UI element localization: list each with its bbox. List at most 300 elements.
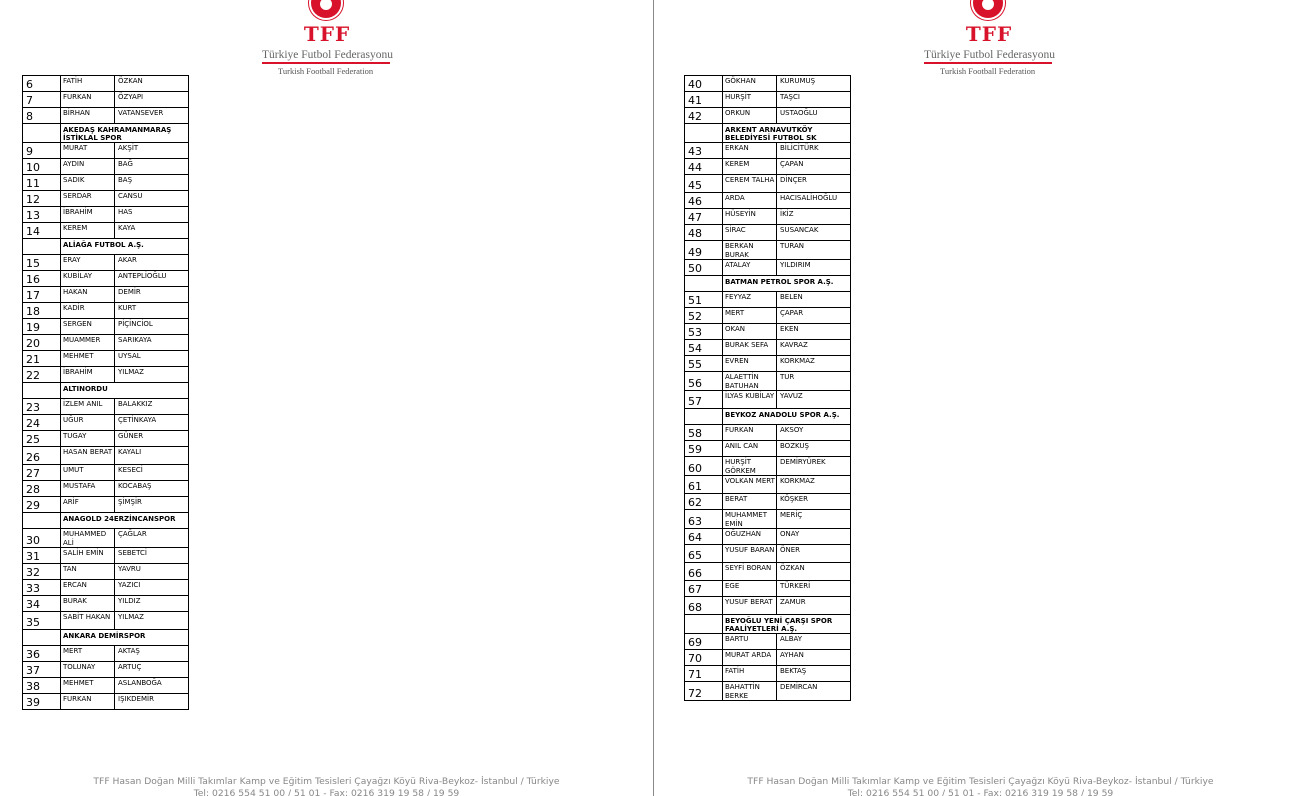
player-number: 59 [685, 441, 723, 457]
player-row [685, 494, 851, 510]
player-number: 34 [23, 596, 61, 612]
last-name: ARTUÇ [115, 662, 189, 678]
player-number: 50 [685, 260, 723, 276]
player-number: 35 [23, 612, 61, 630]
player-number: 67 [685, 581, 723, 597]
first-name: ARDA [723, 193, 777, 209]
player-number: 61 [685, 476, 723, 494]
player-row [685, 356, 851, 372]
last-name: HACISALİHOĞLU [777, 193, 851, 209]
first-name: MEHMET [61, 678, 115, 694]
player-row [685, 76, 851, 92]
player-number: 46 [685, 193, 723, 209]
last-name: İKİZ [777, 209, 851, 225]
first-name: SERDAR [61, 191, 115, 207]
first-name: SEYFİ BORAN [723, 563, 777, 581]
first-name: UĞUR [61, 415, 115, 431]
player-row [23, 175, 189, 191]
player-number: 13 [23, 207, 61, 223]
row-number-cell [23, 513, 61, 529]
player-number: 15 [23, 255, 61, 271]
player-row [23, 662, 189, 678]
last-name: IŞIKDEMİR [115, 694, 189, 710]
last-name: EKEN [777, 324, 851, 340]
player-number: 8 [23, 108, 61, 124]
last-name: BALAKKIZ [115, 399, 189, 415]
player-number: 58 [685, 425, 723, 441]
first-name: MUHAMMED ALİ [61, 529, 115, 548]
first-name: İBRAHİM [61, 367, 115, 383]
last-name: TÜRKERİ [777, 581, 851, 597]
club-header-row [685, 124, 851, 143]
first-name: FURKAN [723, 425, 777, 441]
player-row [23, 529, 189, 548]
player-number: 17 [23, 287, 61, 303]
first-name: UMUT [61, 465, 115, 481]
first-name: BERAT [723, 494, 777, 510]
tff-emblem-icon [973, 0, 1003, 18]
first-name: BURAK [61, 596, 115, 612]
player-row [685, 241, 851, 260]
player-number: 28 [23, 481, 61, 497]
last-name: ÖZKAN [777, 563, 851, 581]
first-name: SALİH EMİN [61, 548, 115, 564]
last-name: DİNÇER [777, 175, 851, 193]
last-name: DEMİRCAN [777, 682, 851, 701]
club-header-row [685, 276, 851, 292]
first-name: YUSUF BERAT [723, 597, 777, 615]
first-name: MERT [61, 646, 115, 662]
last-name: DEMİR [115, 287, 189, 303]
last-name: USTAOĞLU [777, 108, 851, 124]
last-name: ÇAĞLAR [115, 529, 189, 548]
player-row [23, 694, 189, 710]
last-name: SUSANCAK [777, 225, 851, 241]
player-number: 18 [23, 303, 61, 319]
first-name: AYDIN [61, 159, 115, 175]
last-name: KORKMAZ [777, 476, 851, 494]
player-row [685, 324, 851, 340]
footer-contact: Tel: 0216 554 51 00 / 51 01 - Fax: 0216 319 19 58 / 19 59 [847, 788, 1114, 796]
player-number: 24 [23, 415, 61, 431]
first-name: HURŞİT [723, 92, 777, 108]
player-row [685, 441, 851, 457]
player-row [23, 646, 189, 662]
last-name: ŞİMŞİR [115, 497, 189, 513]
player-number: 32 [23, 564, 61, 580]
first-name: SABİT HAKAN [61, 612, 115, 630]
first-name: YUSUF BARAN [723, 545, 777, 563]
player-number: 63 [685, 510, 723, 529]
first-name: HASAN BERAT [61, 447, 115, 465]
first-name: İBRAHİM [61, 207, 115, 223]
player-row [23, 108, 189, 124]
player-number: 21 [23, 351, 61, 367]
last-name: BOZKUŞ [777, 441, 851, 457]
player-row [685, 340, 851, 356]
last-name: ÖZKAN [115, 76, 189, 92]
first-name: ANIL CAN [723, 441, 777, 457]
player-number: 68 [685, 597, 723, 615]
player-number: 54 [685, 340, 723, 356]
last-name: ÇAPAR [777, 308, 851, 324]
last-name: MERİÇ [777, 510, 851, 529]
club-header-row [23, 124, 189, 143]
player-row [685, 650, 851, 666]
last-name: UYSAL [115, 351, 189, 367]
footer-contact: Tel: 0216 554 51 00 / 51 01 - Fax: 0216 319 19 58 / 19 59 [193, 788, 460, 796]
last-name: YAVUZ [777, 391, 851, 409]
row-number-cell [685, 615, 723, 634]
roster-table-right [684, 75, 851, 701]
player-row [685, 292, 851, 308]
last-name: ZAMUR [777, 597, 851, 615]
row-number-cell [685, 124, 723, 143]
last-name: YAZICI [115, 580, 189, 596]
last-name: ÇETİNKAYA [115, 415, 189, 431]
player-row [23, 143, 189, 159]
player-number: 7 [23, 92, 61, 108]
last-name: ANTEPLİOĞLU [115, 271, 189, 287]
last-name: BAĞ [115, 159, 189, 175]
player-row [23, 596, 189, 612]
first-name: MEHMET [61, 351, 115, 367]
first-name: TUGAY [61, 431, 115, 447]
first-name: BİRHAN [61, 108, 115, 124]
first-name: SİRAC [723, 225, 777, 241]
player-row [685, 476, 851, 494]
row-number-cell [23, 383, 61, 399]
last-name: AKSOY [777, 425, 851, 441]
player-row [685, 510, 851, 529]
player-row [685, 159, 851, 175]
last-name: SARIKAYA [115, 335, 189, 351]
roster-table-left [22, 75, 189, 710]
player-row [23, 465, 189, 481]
first-name: CEREM TALHA [723, 175, 777, 193]
last-name: AYHAN [777, 650, 851, 666]
player-number: 27 [23, 465, 61, 481]
row-number-cell [23, 124, 61, 143]
last-name: BELEN [777, 292, 851, 308]
player-number: 65 [685, 545, 723, 563]
player-number: 53 [685, 324, 723, 340]
last-name: CANSU [115, 191, 189, 207]
first-name: ATALAY [723, 260, 777, 276]
player-row [685, 143, 851, 159]
first-name: FEYYAZ [723, 292, 777, 308]
player-row [685, 193, 851, 209]
logo-text: TFF [965, 22, 1013, 46]
first-name: MUHAMMET EMİN [723, 510, 777, 529]
first-name: ERCAN [61, 580, 115, 596]
player-number: 71 [685, 666, 723, 682]
player-row [685, 175, 851, 193]
last-name: ÖZYAPI [115, 92, 189, 108]
last-name: KORKMAZ [777, 356, 851, 372]
row-number-cell [685, 409, 723, 425]
player-number: 39 [23, 694, 61, 710]
first-name: BURAK SEFA [723, 340, 777, 356]
last-name: KAYA [115, 223, 189, 239]
first-name: FATİH [61, 76, 115, 92]
player-row [685, 581, 851, 597]
federation-subtitle: Turkish Football Federation [940, 66, 1036, 76]
player-row [23, 92, 189, 108]
last-name: DEMİRYÜREK [777, 457, 851, 476]
player-row [685, 634, 851, 650]
player-row [685, 372, 851, 391]
first-name: İLYAS KUBİLAY [723, 391, 777, 409]
player-row [685, 457, 851, 476]
player-number: 20 [23, 335, 61, 351]
player-row [23, 580, 189, 596]
player-number: 69 [685, 634, 723, 650]
player-number: 11 [23, 175, 61, 191]
player-number: 33 [23, 580, 61, 596]
club-header-row [23, 513, 189, 529]
club-name: ALİAĞA FUTBOL A.Ş. [61, 239, 189, 255]
player-row [685, 209, 851, 225]
first-name: MERT [723, 308, 777, 324]
last-name: AKTAŞ [115, 646, 189, 662]
last-name: KÖŞKER [777, 494, 851, 510]
player-number: 49 [685, 241, 723, 260]
first-name: HURŞİT GÖRKEM [723, 457, 777, 476]
first-name: ERKAN [723, 143, 777, 159]
player-row [685, 545, 851, 563]
club-header-row [23, 239, 189, 255]
club-name: BATMAN PETROL SPOR A.Ş. [723, 276, 851, 292]
logo-rule [924, 62, 1052, 64]
player-row [685, 529, 851, 545]
player-number: 57 [685, 391, 723, 409]
player-row [685, 308, 851, 324]
first-name: BAHATTİN BERKE [723, 682, 777, 701]
player-number: 26 [23, 447, 61, 465]
player-number: 44 [685, 159, 723, 175]
player-row [685, 260, 851, 276]
last-name: SEBETCİ [115, 548, 189, 564]
last-name: KOCABAŞ [115, 481, 189, 497]
last-name: ONAY [777, 529, 851, 545]
page-footer [654, 776, 1307, 796]
first-name: MUSTAFA [61, 481, 115, 497]
logo-rule [262, 62, 390, 64]
last-name: BİLİCİTÜRK [777, 143, 851, 159]
first-name: OKAN [723, 324, 777, 340]
last-name: HAS [115, 207, 189, 223]
page-footer [0, 776, 653, 796]
first-name: ARİF [61, 497, 115, 513]
footer-address: TFF Hasan Doğan Milli Takımlar Kamp ve Eğitim Tesisleri Çayağzı Köyü Riva-Beykoz- İstanbul / Türkiye [93, 776, 560, 787]
first-name: ALAETTİN BATUHAN [723, 372, 777, 391]
player-row [23, 76, 189, 92]
player-number: 38 [23, 678, 61, 694]
player-row [23, 351, 189, 367]
row-number-cell [685, 276, 723, 292]
player-number: 29 [23, 497, 61, 513]
last-name: YILMAZ [115, 367, 189, 383]
tff-logo [654, 0, 1307, 80]
left-page [0, 0, 653, 796]
last-name: VATANSEVER [115, 108, 189, 124]
last-name: KESECİ [115, 465, 189, 481]
player-number: 36 [23, 646, 61, 662]
first-name: FURKAN [61, 92, 115, 108]
player-number: 9 [23, 143, 61, 159]
first-name: ORKUN [723, 108, 777, 124]
player-row [685, 391, 851, 409]
last-name: YILDIZ [115, 596, 189, 612]
club-name: ARKENT ARNAVUTKÖY BELEDİYESİ FUTBOL SK [723, 124, 851, 143]
first-name: OĞUZHAN [723, 529, 777, 545]
last-name: YILMAZ [115, 612, 189, 630]
player-number: 23 [23, 399, 61, 415]
federation-name: Türkiye Futbol Federasyonu [262, 49, 393, 61]
player-number: 12 [23, 191, 61, 207]
player-row [23, 564, 189, 580]
player-row [23, 159, 189, 175]
player-number: 70 [685, 650, 723, 666]
player-number: 25 [23, 431, 61, 447]
player-number: 56 [685, 372, 723, 391]
footer-address: TFF Hasan Doğan Milli Takımlar Kamp ve Eğitim Tesisleri Çayağzı Köyü Riva-Beykoz- İstanbul / Türkiye [747, 776, 1214, 787]
first-name: İZLEM ANIL [61, 399, 115, 415]
first-name: HÜSEYİN [723, 209, 777, 225]
player-number: 47 [685, 209, 723, 225]
player-number: 45 [685, 175, 723, 193]
player-row [23, 497, 189, 513]
club-header-row [23, 383, 189, 399]
player-number: 37 [23, 662, 61, 678]
first-name: TOLUNAY [61, 662, 115, 678]
club-header-row [685, 615, 851, 634]
player-number: 19 [23, 319, 61, 335]
player-row [23, 287, 189, 303]
player-number: 41 [685, 92, 723, 108]
last-name: GÜNER [115, 431, 189, 447]
right-page [654, 0, 1307, 796]
first-name: EGE [723, 581, 777, 597]
player-row [23, 223, 189, 239]
club-name: AKEDAŞ KAHRAMANMARAŞ İSTİKLAL SPOR [61, 124, 189, 143]
first-name: MURAT ARDA [723, 650, 777, 666]
player-number: 66 [685, 563, 723, 581]
tff-logo [0, 0, 653, 80]
last-name: BEKTAŞ [777, 666, 851, 682]
first-name: BERKAN BURAK [723, 241, 777, 260]
last-name: PİÇİNCİOL [115, 319, 189, 335]
last-name: TUR [777, 372, 851, 391]
player-row [685, 425, 851, 441]
first-name: FATİH [723, 666, 777, 682]
first-name: VOLKAN MERT [723, 476, 777, 494]
player-row [23, 431, 189, 447]
last-name: BAŞ [115, 175, 189, 191]
player-number: 22 [23, 367, 61, 383]
player-row [685, 597, 851, 615]
last-name: KAYALI [115, 447, 189, 465]
player-row [23, 415, 189, 431]
first-name: KADİR [61, 303, 115, 319]
player-row [685, 108, 851, 124]
player-number: 31 [23, 548, 61, 564]
last-name: KURT [115, 303, 189, 319]
first-name: ERAY [61, 255, 115, 271]
first-name: SERGEN [61, 319, 115, 335]
player-number: 62 [685, 494, 723, 510]
logo-text: TFF [303, 22, 351, 46]
player-number: 40 [685, 76, 723, 92]
player-row [23, 678, 189, 694]
player-number: 6 [23, 76, 61, 92]
player-row [23, 207, 189, 223]
last-name: KURUMUŞ [777, 76, 851, 92]
player-number: 55 [685, 356, 723, 372]
federation-name: Türkiye Futbol Federasyonu [924, 49, 1055, 61]
player-number: 42 [685, 108, 723, 124]
last-name: KAVRAZ [777, 340, 851, 356]
player-row [685, 225, 851, 241]
player-row [23, 335, 189, 351]
row-number-cell [23, 630, 61, 646]
player-number: 48 [685, 225, 723, 241]
club-name: BEYKOZ ANADOLU SPOR A.Ş. [723, 409, 851, 425]
club-name: ANKARA DEMİRSPOR [61, 630, 189, 646]
first-name: KUBİLAY [61, 271, 115, 287]
last-name: ÖNER [777, 545, 851, 563]
club-name: ALTINORDU [61, 383, 189, 399]
tff-emblem-icon [311, 0, 341, 18]
player-number: 51 [685, 292, 723, 308]
first-name: MUAMMER [61, 335, 115, 351]
row-number-cell [23, 239, 61, 255]
player-number: 60 [685, 457, 723, 476]
first-name: TAN [61, 564, 115, 580]
last-name: TURAN [777, 241, 851, 260]
first-name: GÖKHAN [723, 76, 777, 92]
player-row [23, 367, 189, 383]
last-name: ALBAY [777, 634, 851, 650]
last-name: AKŞİT [115, 143, 189, 159]
first-name: FURKAN [61, 694, 115, 710]
first-name: EVREN [723, 356, 777, 372]
player-number: 14 [23, 223, 61, 239]
player-number: 52 [685, 308, 723, 324]
club-header-row [685, 409, 851, 425]
club-name: BEYOĞLU YENİ ÇARŞI SPOR FAALİYETLERİ A.Ş. [723, 615, 851, 634]
player-row [23, 303, 189, 319]
player-number: 72 [685, 682, 723, 701]
player-row [23, 399, 189, 415]
last-name: TAŞCI [777, 92, 851, 108]
player-row [23, 447, 189, 465]
player-number: 43 [685, 143, 723, 159]
federation-subtitle: Turkish Football Federation [278, 66, 374, 76]
player-row [685, 666, 851, 682]
player-row [23, 612, 189, 630]
last-name: YILDIRIM [777, 260, 851, 276]
player-row [685, 92, 851, 108]
player-row [685, 563, 851, 581]
player-number: 10 [23, 159, 61, 175]
club-name: ANAGOLD 24ERZİNCANSPOR [61, 513, 189, 529]
player-row [23, 255, 189, 271]
player-number: 16 [23, 271, 61, 287]
player-number: 30 [23, 529, 61, 548]
last-name: AKAR [115, 255, 189, 271]
